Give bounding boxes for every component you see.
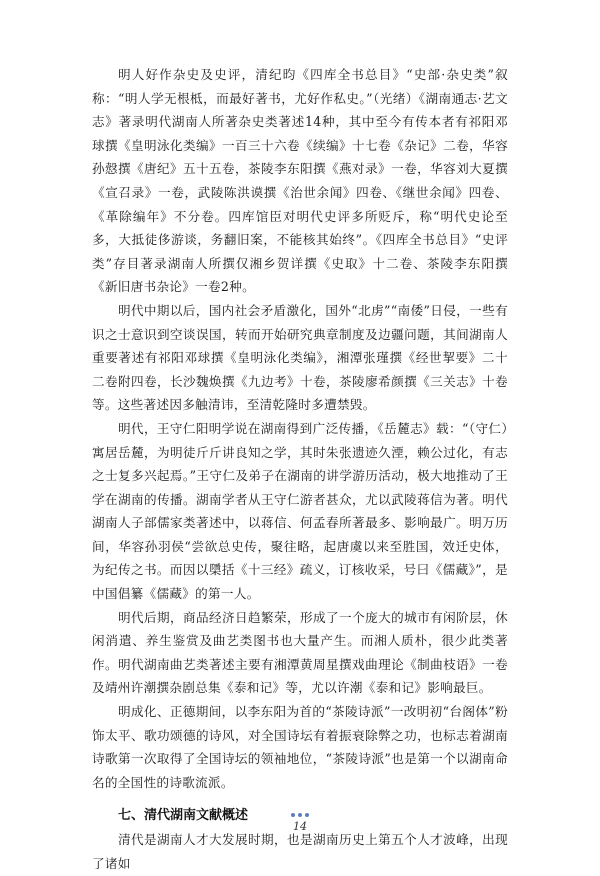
page-number: 14 [293, 820, 307, 833]
ornament-dot-icon [298, 813, 302, 817]
paragraph-mid-ming-statecraft: 明代中期以后，国内社会矛盾激化，国外“北虏”“南倭”日侵，一些有识之士意识到空谈误国，转而开始研究典章制度及边疆问题，其间湖南人重要著述有祁阳邓球撰《皇明泳化类编》，湘潭张瑾撰《经世挈要》二十二卷附四卷，长沙魏焕撰《九边考》十卷，茶陵廖希颜撰《三关志》十卷等。这些著述因多触清讳，至清乾隆时多遭禁毁。 [92, 302, 508, 413]
paragraph-yangming-school: 明代，王守仁阳明学说在湖南得到广泛传播，《岳麓志》载：“（守仁）寓居岳麓，为明徒斤斤讲良知之学，其时朱张遗迹久湮，赖公过化，有志之士复多兴起焉。”王守仁及弟子在湖南的讲学游历活动，极大地推动了王学在湖南的传播。湖南学者从王守仁游者甚众，尤以武陵蒋信为著。明代湖南人子部儒家类著述中，以蒋信、何孟春所著最多、影响最广。明万历间，华容孙羽侯“尝欲总史传，聚往略，起唐虞以来至胜国，效迁史体，为纪传之书。而因以檃括《十三经》疏义，订核收采，号曰《儒藏》”，是中国倡纂《儒藏》的第一人。 [92, 420, 508, 602]
section-heading-qing: 七、清代湖南文献概述 [118, 808, 249, 824]
document-body [92, 63, 508, 876]
page-footer [0, 802, 600, 833]
paragraph-late-ming-leisure: 明代后期，商品经济日趋繁荣，形成了一个庞大的城市有闲阶层，休闲消遣、养生鉴赏及曲艺类图书也大量产生。而湘人质朴，很少此类著作。明代湖南曲艺类著述主要有湘潭黄周星撰戏曲理论《制曲枝语》一卷及靖州许潮撰杂剧总集《泰和记》等，尤以许潮《泰和记》影响最巨。 [92, 609, 508, 696]
paragraph-qing-intro: 清代是湖南人才大发展时期，也是湖南历史上第五个人才波峰，出现了诸如 [92, 832, 508, 871]
paragraph-historical-writings: 明人好作杂史及史评，清纪昀《四库全书总目》“史部·杂史类”叙称：“明人学无根柢，而最好著书，尤好作私史。”（光绪）《湖南通志·艺文志》著录明代湖南人所著杂史类著述14种，其中至今有传本者有祁阳邓球撰《皇明泳化类编》一百三十六卷《续编》十七卷《杂记》二卷，华容孙慤撰《唐纪》五十五卷，茶陵李东阳撰《燕对录》一卷，华容刘大夏撰《宣召录》一卷，武陵陈洪谟撰《治世余闻》四卷、《继世余闻》四卷、《革除编年》不分卷。四库馆臣对明代史评多所贬斥，称“明代史论至多，大抵徒侈游谈，务翻旧案，不能核其始终”。《四库全书总目》“史评类”存目著录湖南人所撰仅湘乡贺详撰《史取》十二卷、茶陵李东阳撰《新旧唐书杂论》一卷2种。 [92, 67, 508, 295]
ornament-dot-icon [291, 813, 295, 817]
paragraph-chaling-poetry: 明成化、正德期间，以李东阳为首的“茶陵诗派”一改明初“台阁体”粉饰太平、歌功颂德的诗风，对全国诗坛有着振衰除弊之功，也标志着湖南诗歌第一次取得了全国诗坛的领袖地位，“茶陵诗派”也是第一个以湖南命名的全国性的诗歌流派。 [92, 704, 508, 790]
ornament-dot-icon [305, 813, 309, 817]
footer-ornament [291, 813, 309, 817]
